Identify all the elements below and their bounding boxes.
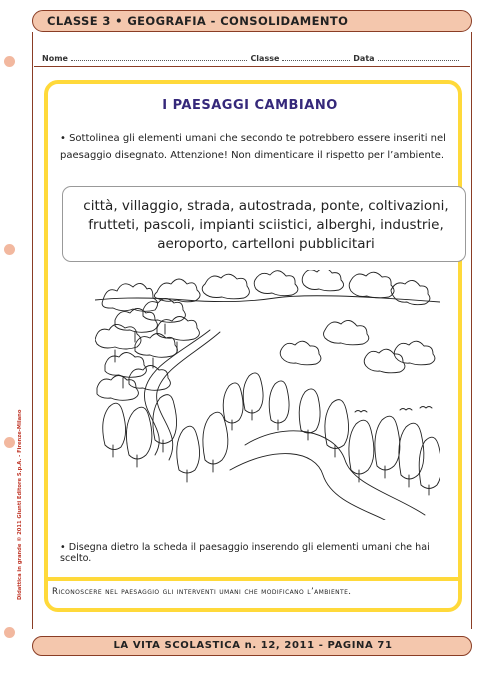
instruction-draw: • Disegna dietro la scheda il paesaggio inserendo gli elementi umani che hai scelto. — [60, 542, 430, 564]
class-field[interactable] — [282, 60, 350, 61]
student-info-fields — [42, 54, 462, 63]
header-title: CLASSE 3 • GEOGRAFIA - CONSOLIDAMENTO — [47, 14, 349, 28]
binder-hole — [4, 244, 15, 255]
worksheet-title: I PAESAGGI CAMBIANO — [162, 98, 338, 113]
header-band — [32, 10, 472, 32]
name-label: Nome — [42, 54, 68, 63]
footer-text: LA VITA SCOLASTICA n. 12, 2011 - PAGINA 71 — [113, 640, 393, 651]
word-list: città, villaggio, strada, autostrada, ponte, coltivazioni, frutteti, pascoli, impianti sciistici, alberghi, industrie, aeroporto, cartelloni pubblicitari — [83, 198, 449, 252]
instruction-underline: • Sottolinea gli elementi umani che secondo te potrebbero essere inseriti nel paesaggio disegnato. Attenzione! Non dimenticare il rispetto per l’ambiente. — [60, 133, 446, 161]
landscape-illustration — [95, 270, 440, 520]
binder-hole — [4, 437, 15, 448]
class-label: Classe — [250, 54, 280, 63]
date-label: Data — [353, 54, 375, 63]
binder-hole — [4, 627, 15, 638]
copyright-text: Didattica in grande © 2011 Giunti Editore S.p.A. - Firenze-Milano — [17, 409, 23, 600]
binder-hole — [4, 56, 15, 67]
name-field[interactable] — [71, 60, 247, 61]
learning-objective: Riconoscere nel paesaggio gli interventi umani che modificano l’ambiente. — [52, 587, 352, 597]
divider-line — [34, 66, 470, 67]
footer-band — [32, 636, 472, 656]
date-field[interactable] — [378, 60, 459, 61]
copyright-credit — [17, 390, 31, 600]
